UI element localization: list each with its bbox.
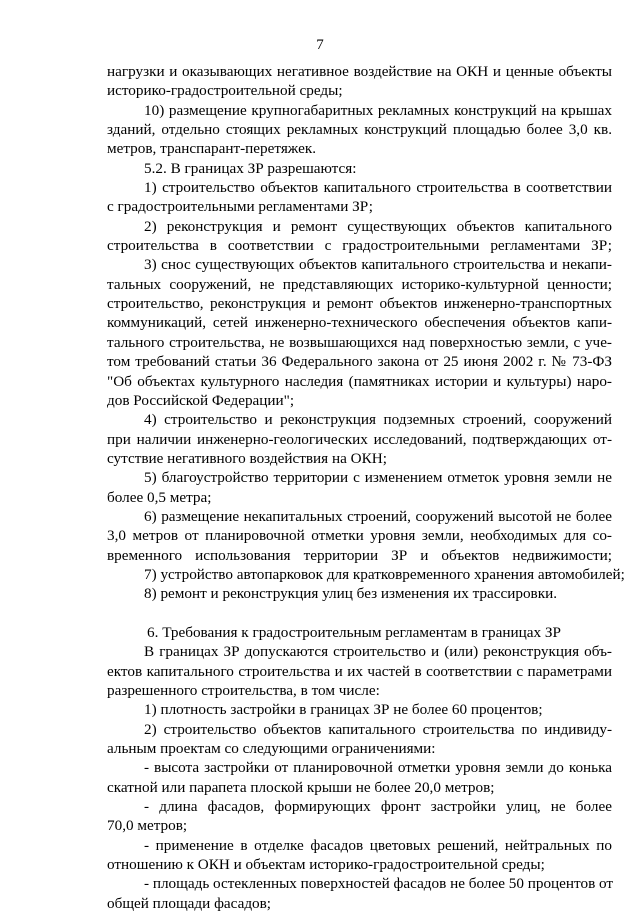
text-line: 2) строительство объектов капитального строительства по индивиду- — [144, 720, 612, 738]
text-line: 2) реконструкция и ремонт существующих объектов капитального — [144, 217, 612, 235]
section-subheading: 5.2. В границах ЗР разрешаются: — [144, 159, 357, 177]
text-line: 1) плотность застройки в границах ЗР не более 60 процентов; — [144, 701, 543, 719]
text-line: с градостроительными регламентами ЗР; — [107, 198, 373, 216]
text-line: 70,0 метров; — [107, 817, 188, 835]
text-line: 10) размещение крупногабаритных рекламных конструкций на крышах — [144, 101, 612, 119]
text-line: коммуникаций, сетей инженерно-технического обеспечения объектов капи- — [107, 314, 612, 332]
text-line: отношению к ОКН и объектам историко-градостроительной среды; — [107, 856, 545, 874]
document-body — [107, 62, 625, 913]
text-line: более 0,5 метра; — [107, 488, 212, 506]
text-line: В границах ЗР допускаются строительство и (или) реконструкция объ- — [144, 643, 612, 661]
text-line: историко-градостроительной среды; — [107, 82, 343, 100]
text-line: том требований статьи 36 Федерального закона от 25 июня 2002 г. № 73-ФЗ — [107, 353, 612, 371]
text-line: 3) снос существующих объектов капитального строительства и некапи- — [144, 256, 612, 274]
text-line: ектов капитального строительства и их частей в соответствии с параметрами — [107, 662, 612, 680]
text-line: 3,0 метров от планировочной отметки уровня земли, необходимых для со- — [107, 527, 612, 545]
text-line: 4) строительство и реконструкция подземных строений, сооружений — [144, 411, 612, 429]
text-line: тального строительства, не возвышающихся над поверхностью земли, с уче- — [107, 333, 612, 351]
text-line: 1) строительство объектов капитального строительства в соответствии — [144, 179, 612, 197]
text-line: 7) устройство автопарковок для кратковременного хранения автомобилей; — [144, 565, 625, 583]
text-line: дов Российской Федерации"; — [107, 391, 295, 409]
text-line: временного использования территории ЗР и объектов недвижимости; — [107, 546, 612, 564]
text-line: "Об объектах культурного наследия (памятниках истории и культуры) наро- — [107, 372, 612, 390]
text-line: - площадь остекленных поверхностей фасадов не более 50 процентов от — [144, 875, 614, 893]
text-line: альным проектам со следующими ограничениями: — [107, 740, 436, 758]
text-line: зданий, отдельно стоящих рекламных конструкций площадью более 3,0 кв. — [107, 121, 612, 139]
section-spacer — [107, 604, 612, 623]
section-heading: 6. Требования к градостроительным регламентам в границах ЗР — [147, 623, 561, 641]
text-line: 5) благоустройство территории с изменением отметок уровня земли не — [144, 469, 612, 487]
text-line: при наличии инженерно-геологических исследований, подтверждающих от- — [107, 430, 612, 448]
text-line: 6) размещение некапитальных строений, сооружений высотой не более — [144, 507, 612, 525]
text-line: сутствие негативного воздействия на ОКН; — [107, 449, 387, 467]
text-line: скатной или парапета плоской крыши не более 20,0 метров; — [107, 778, 495, 796]
text-line: 8) ремонт и реконструкция улиц без изменения их трассировки. — [144, 585, 558, 603]
text-line: разрешенного строительства, в том числе: — [107, 682, 380, 699]
text-line: - применение в отделке фасадов цветовых решений, нейтральных по — [144, 836, 612, 854]
text-line: строительство, реконструкция и ремонт объектов инженерно-транспортных — [107, 295, 612, 313]
page-number: 7 — [316, 37, 324, 53]
text-line: - высота застройки от планировочной отметки уровня земли до конька — [144, 759, 612, 777]
text-line: метров, транспарант-перетяжек. — [107, 140, 317, 158]
text-line: строительства в соответствии с градостроительными регламентами ЗР; — [107, 237, 612, 255]
text-line: - длина фасадов, формирующих фронт застройки улиц, не более — [144, 798, 612, 816]
text-line: общей площади фасадов; — [107, 894, 272, 912]
text-line: нагрузки и оказывающих негативное воздействие на ОКН и ценные объекты — [107, 63, 612, 80]
text-line: тальных сооружений, не представляющих историко-культурной ценности; — [107, 275, 612, 293]
